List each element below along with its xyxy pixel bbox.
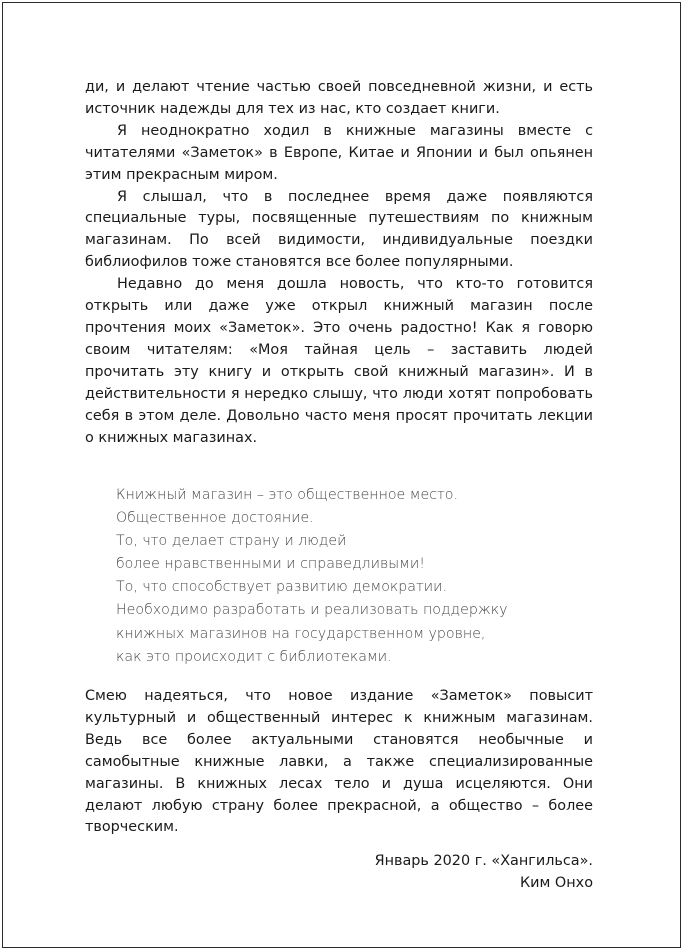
paragraph-4: Недавно до меня дошла новость, что кто-то готовится открыть или даже уже открыл книжный магазин после прочтения моих «Заметок». Это очень радостно! Как я говорю своим читателям: «Моя тайная цель – заставить людей прочитать эту книгу и открыть свой книжный магазин». И в действительности я нередко слышу, что люди хотят попробовать себя в этом деле. Довольно часто меня просят прочитать лекции о книжных магазинах.	[85, 276, 593, 446]
quote-line: книжных магазинов на государственном уровне,	[116, 625, 486, 642]
quote-line: То, что способствует развитию демократии.	[116, 579, 447, 596]
quote-line: Необходимо разработать и реализовать поддержку	[116, 602, 508, 619]
quote-line: более нравственными и справедливыми!	[116, 556, 425, 573]
signature-date: Январь 2020 г. «Хангильса».	[374, 853, 593, 869]
quote-line: То, что делает страну и людей	[116, 533, 347, 550]
signature-author: Ким Онхо	[519, 875, 593, 891]
body-text	[85, 77, 593, 449]
quote-line: как это происходит с библиотеками.	[116, 648, 392, 665]
quote-block	[116, 484, 586, 669]
closing-text	[85, 686, 593, 839]
paragraph-1: ди, и делают чтение частью своей повседневной жизни, и есть источник надежды для тех из нас, кто создает книги.	[85, 79, 593, 117]
quote-line: Общественное достояние.	[116, 510, 314, 527]
signature	[375, 850, 593, 894]
quote-line: Книжный магазин – это общественное место.	[116, 487, 458, 503]
closing-paragraph: Смею надеяться, что новое издание «Заметок» повысит культурный и общественный интерес к книжным магазинам. Ведь все более актуальными становятся необычные и самобытные книжные лавки, а также специализированные магазины. В книжных лесах тело и душа исцеляются. Они делают любую страну более прекрасной, а общество – более творческим.	[85, 688, 593, 836]
paragraph-3: Я слышал, что в последнее время даже появляются специальные туры, посвященные путешествиям по книжным магазинам. По всей видимости, индивидуальные поездки библиофилов тоже становятся все более популярными.	[85, 188, 593, 271]
paragraph-2: Я неоднократно ходил в книжные магазины вместе с читателями «Заметок» в Европе, Китае и Японии и был опьянен этим прекрасным миром.	[85, 122, 593, 183]
